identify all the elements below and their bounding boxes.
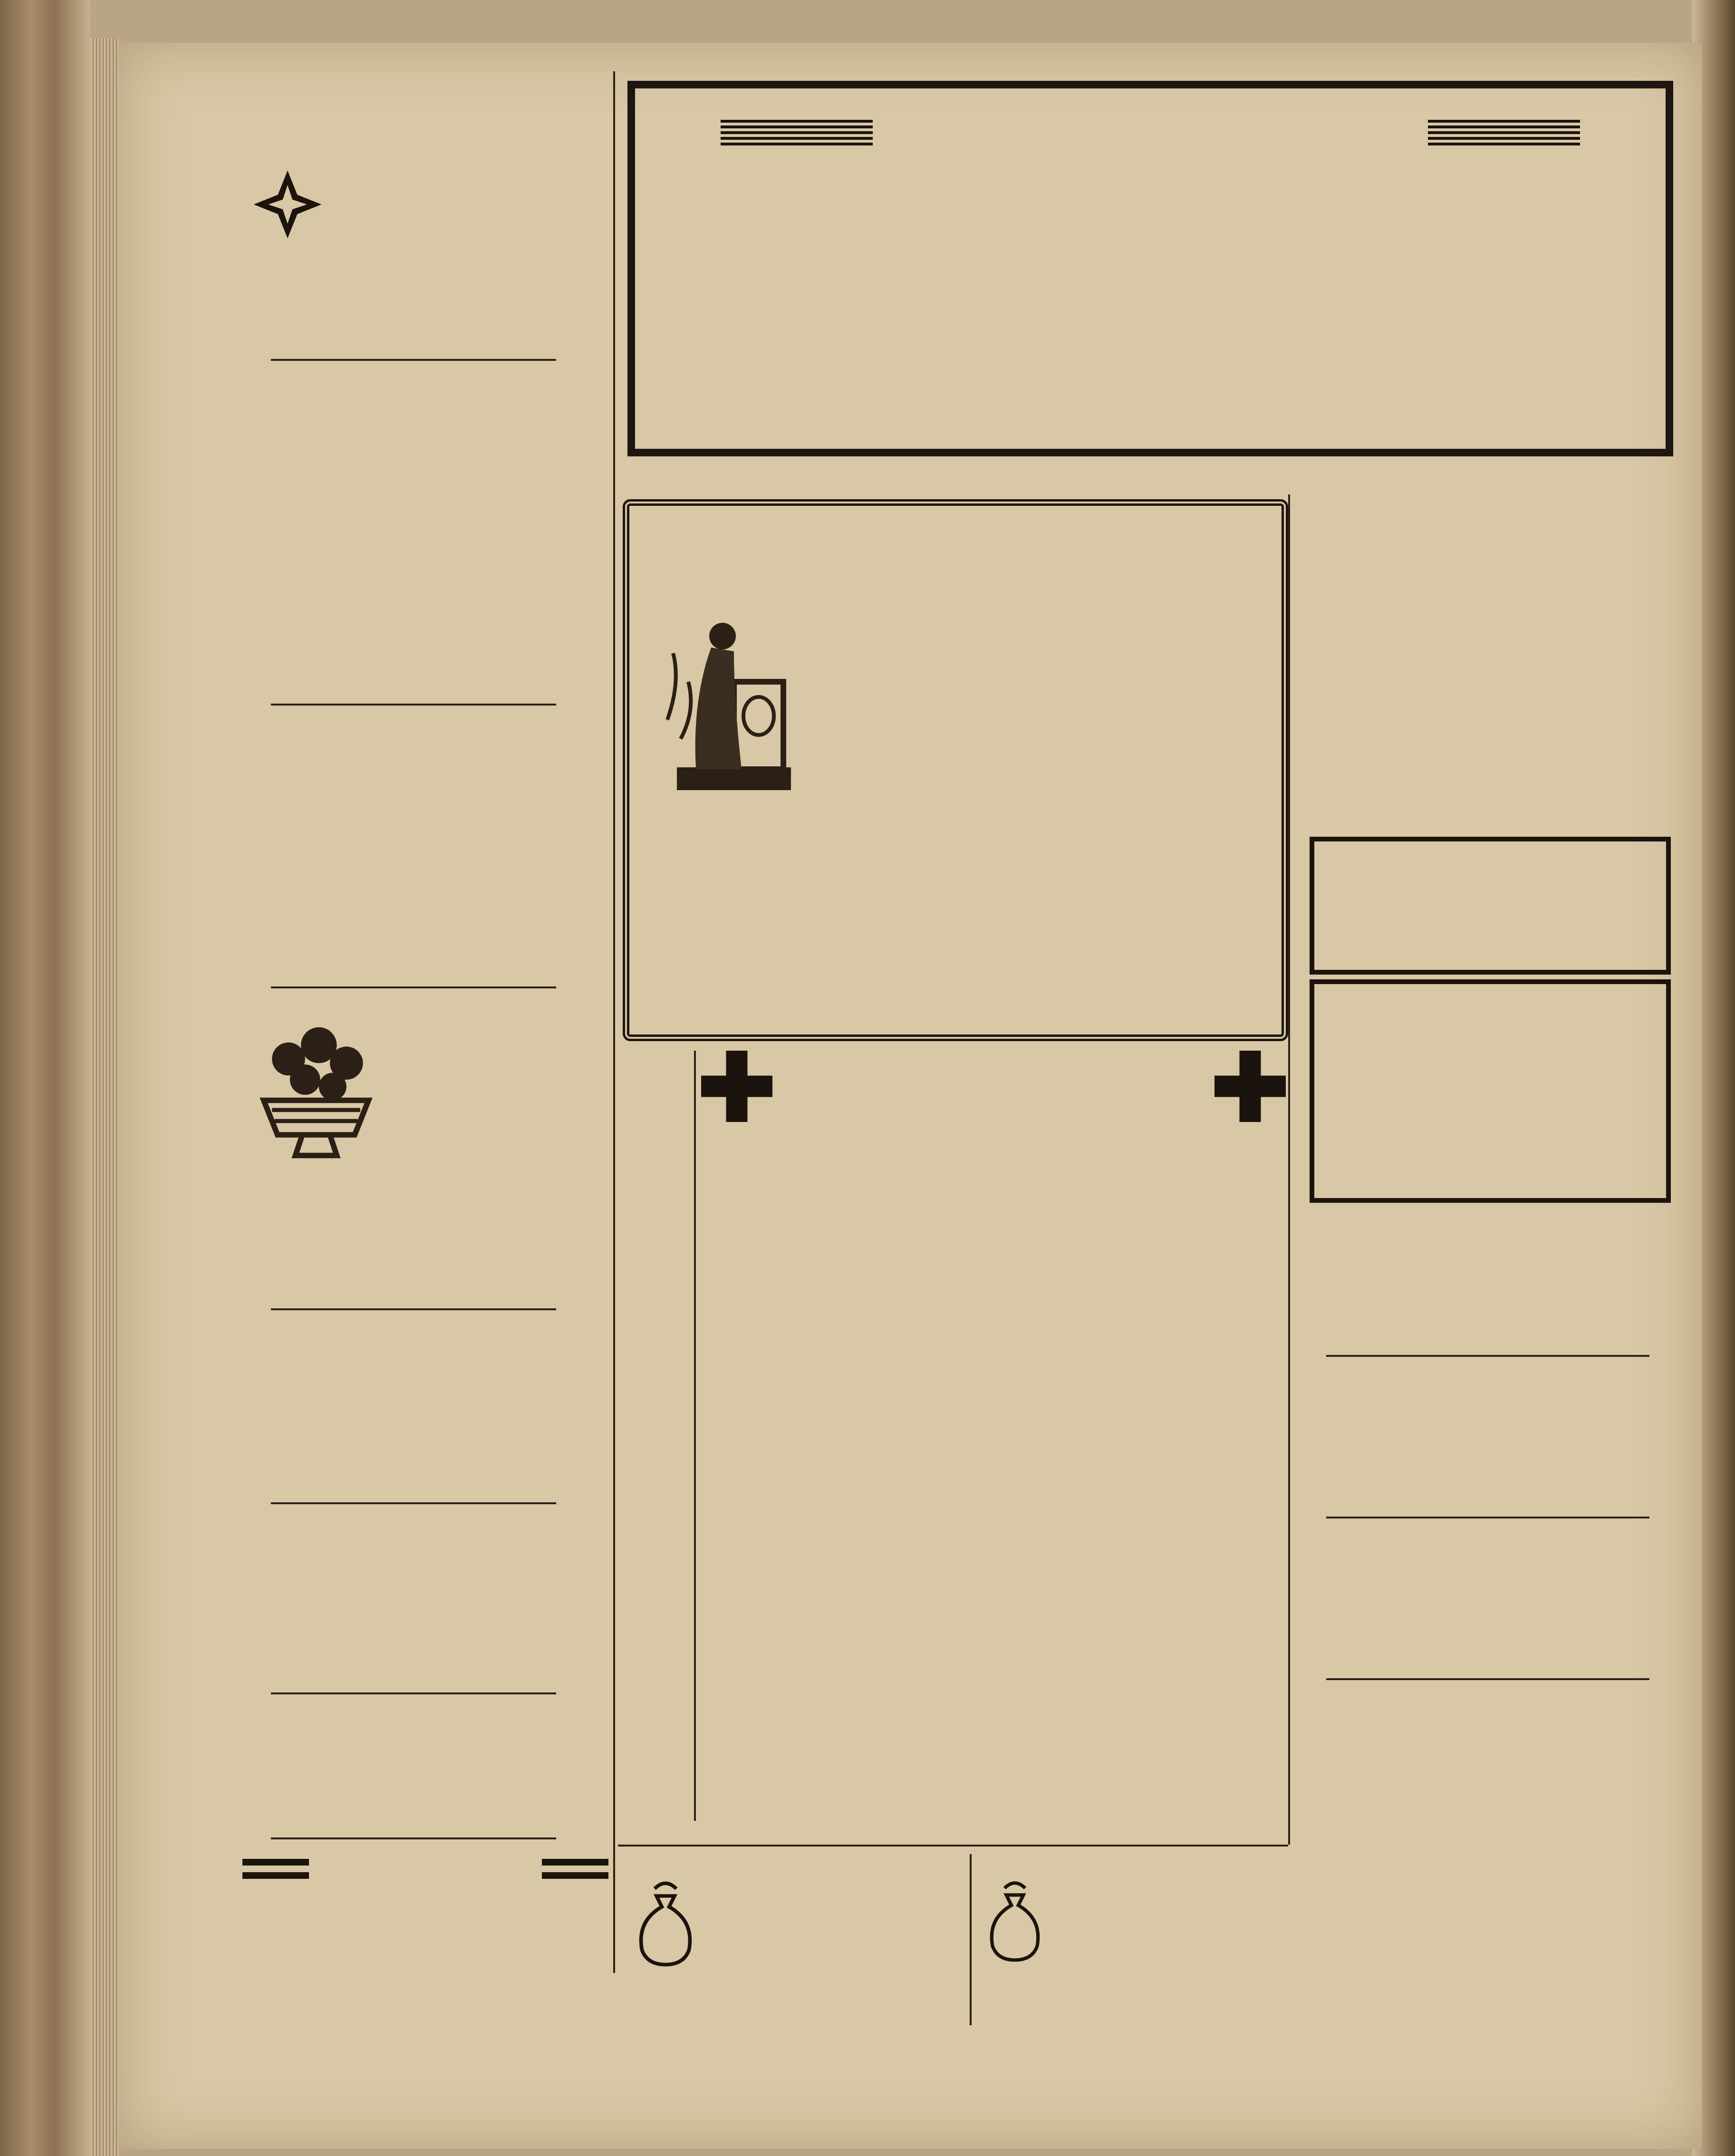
- newspaper-page: [119, 43, 1702, 2149]
- wein-rule: [694, 1051, 696, 1821]
- rule: [271, 359, 556, 361]
- rule: [618, 1845, 1288, 1847]
- wein-top-block: [701, 1055, 1286, 1179]
- book-binding: [0, 0, 90, 2156]
- loan-nagold: [974, 1849, 1288, 2030]
- baeder-ad: [242, 708, 608, 984]
- trunk-ad: [242, 1845, 608, 2001]
- logis-ad: [242, 1505, 608, 1695]
- rule: [271, 986, 556, 988]
- ausverkauf-banner: [664, 103, 1637, 160]
- burschen-ad: [1298, 1360, 1678, 1517]
- column-rule-right: [1288, 494, 1290, 1845]
- saeger-ad: [1298, 1519, 1678, 1681]
- eine-wohnung-ad: [242, 1695, 608, 1837]
- tolma-ad: [1310, 979, 1671, 1203]
- haber-ad: [242, 1208, 608, 1307]
- rule: [271, 704, 556, 706]
- money-bag-icon: [979, 1878, 1051, 1963]
- column-rule-left: [613, 71, 615, 1973]
- loan-rohrdorf: [623, 1849, 965, 2030]
- trauer-anzeige: [623, 499, 1288, 1041]
- achtung-ad: [242, 366, 608, 704]
- lines-icon: [1428, 117, 1580, 145]
- bar-icon: [242, 1872, 309, 1879]
- rule: [970, 1854, 972, 2025]
- rule: [1326, 1678, 1649, 1680]
- korb-ad: [242, 989, 608, 1208]
- flower-basket-icon: [247, 1022, 385, 1165]
- rule: [271, 1308, 556, 1310]
- money-bag-icon: [627, 1878, 704, 1968]
- wein-ad: [701, 1046, 1286, 1840]
- mv-notice: [242, 62, 608, 357]
- brauer-ad: [1298, 1212, 1678, 1355]
- iron-cross-icon: [247, 162, 328, 247]
- rule: [271, 1502, 556, 1504]
- rule: [271, 1692, 556, 1694]
- wohnung-ad: [242, 1312, 608, 1502]
- bar-icon: [242, 1859, 309, 1866]
- bar-icon: [542, 1859, 608, 1866]
- lines-icon: [721, 117, 873, 145]
- rule: [271, 1837, 556, 1839]
- wein-side-text: [620, 1046, 692, 1826]
- zahn-ad: [1310, 837, 1671, 975]
- mourning-figure-icon: [658, 601, 810, 801]
- bar-icon: [542, 1872, 608, 1879]
- page-edges: [90, 38, 119, 2156]
- rule: [1326, 1517, 1649, 1518]
- fruchtpreise: [1298, 1683, 1678, 2040]
- dachziegel-ad: [1298, 490, 1678, 832]
- calw-ausverkauf-ad: [627, 81, 1673, 456]
- rule: [1326, 1355, 1649, 1357]
